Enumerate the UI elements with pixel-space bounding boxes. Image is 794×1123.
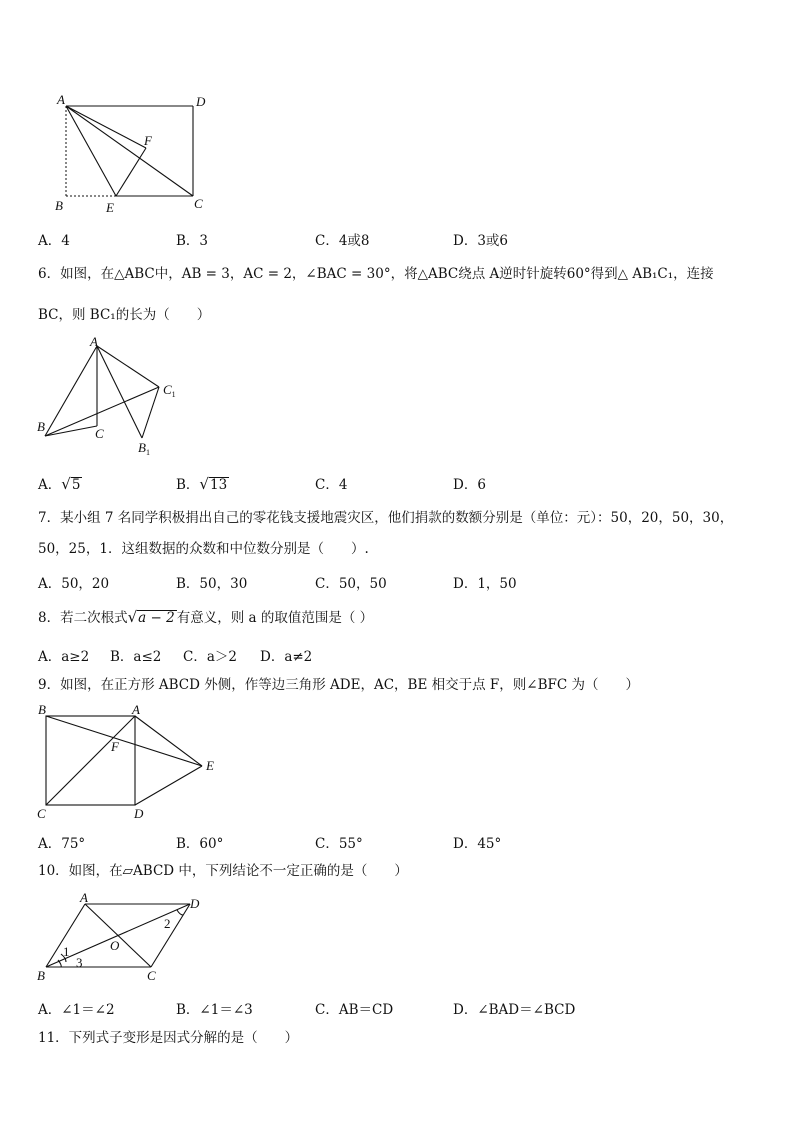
q8-stem-prefix: 8．若二次根式 [38,610,128,626]
label-B1: $B_1$ [138,440,150,457]
figure-q10-parallelogram [32,888,222,988]
label-E: E [106,200,114,215]
q8-stem [38,608,373,627]
q8-option-b[interactable]: B．a≤2 [110,649,162,665]
q5-option-a[interactable]: A．4 [38,233,70,249]
angle-label-2: 2 [164,916,171,931]
q6-option-d[interactable]: D．6 [453,477,486,493]
label-A: A [80,890,88,905]
q8-stem-suffix: 有意义，则 a 的取值范围是（ ） [176,610,374,626]
label-E: E [206,758,214,773]
q6-option-b-prefix: B． [176,477,200,493]
label-B: B [37,968,45,983]
q5-option-d[interactable]: D．3或6 [453,233,509,249]
q7-option-a[interactable]: A．50，20 [38,576,110,592]
label-A: A [132,702,140,717]
figure-q5-rectangle [48,88,228,218]
label-C: C [37,806,46,821]
q6-option-c[interactable]: C．4 [315,477,348,493]
q10-stem: 10．如图，在▱ABCD 中，下列结论不一定正确的是（ ） [38,863,408,879]
label-D: D [134,806,144,821]
q5-option-c[interactable]: C．4或8 [315,233,370,249]
q9-option-b[interactable]: B．60° [176,836,224,852]
label-B: B [55,198,63,213]
q5-option-b[interactable]: B．3 [176,233,209,249]
q8-option-c[interactable]: C．a＞2 [183,649,237,665]
label-O: O [110,938,120,953]
radical-sign-icon: √ [61,475,71,493]
q10-option-a[interactable]: A．∠1＝∠2 [38,1002,115,1018]
q10-option-d[interactable]: D．∠BAD＝∠BCD [453,1002,576,1018]
q7-stem-line1: 7．某小组 7 名同学积极捐出自己的零花钱支援地震灾区，他们捐款的数额分别是（单位：元）：50，20，50，30， [38,510,734,526]
angle-label-3: 3 [76,955,83,970]
label-B: B [38,702,46,717]
label-C: C [95,426,104,441]
q10-option-c[interactable]: C．AB＝CD [315,1002,394,1018]
radical-sign-icon: √ [199,475,209,493]
label-F: F [111,739,119,754]
q6-option-a-prefix: A． [38,477,62,493]
label-B: B [37,419,45,434]
q6-stem-line1: 6．如图，在△ABC中，AB = 3，AC = 2，∠BAC = 30°，将△ABC绕点 A逆时针旋转60°得到△ AB₁C₁，连接 [38,266,714,282]
q11-stem: 11．下列式子变形是因式分解的是（ ） [38,1030,299,1046]
angle-label-1: 1 [63,944,70,959]
q6-option-b[interactable] [176,473,229,493]
label-A: A [57,92,65,107]
figure-q9-square [32,700,232,824]
q7-option-d[interactable]: D．1，50 [453,576,517,592]
q9-stem: 9．如图，在正方形 ABCD 外侧，作等边三角形 ADE，AC，BE 相交于点 F，则∠BFC 为（ ） [38,677,639,693]
q8-radicand: a − 2 [138,610,175,626]
label-F: F [144,133,152,148]
q6-option-a[interactable] [38,473,82,493]
label-D: D [196,94,206,109]
label-D: D [190,896,200,911]
q9-option-d[interactable]: D．45° [453,836,502,852]
radical-sign-icon: √ [127,608,138,626]
figure-q6-triangles [32,332,192,462]
q7-option-c[interactable]: C．50，50 [315,576,387,592]
q7-stem-line2: 50，25，1．这组数据的众数和中位数分别是（ ）. [38,541,369,557]
q6-option-b-radicand: 13 [209,477,228,493]
q6-stem-line2: BC，则 BC₁的长为（ ） [38,307,211,323]
q9-option-a[interactable]: A．75° [38,836,86,852]
q7-option-b[interactable]: B．50，30 [176,576,248,592]
label-C1: $C_1$ [163,382,176,399]
q10-option-b[interactable]: B．∠1＝∠3 [176,1002,253,1018]
label-A: A [90,334,98,349]
q8-option-a[interactable]: A．a≥2 [38,649,90,665]
label-C: C [147,968,156,983]
q9-option-c[interactable]: C．55° [315,836,363,852]
q8-option-d[interactable]: D．a≠2 [260,649,313,665]
q6-option-a-radicand: 5 [71,477,81,493]
label-C: C [194,196,203,211]
